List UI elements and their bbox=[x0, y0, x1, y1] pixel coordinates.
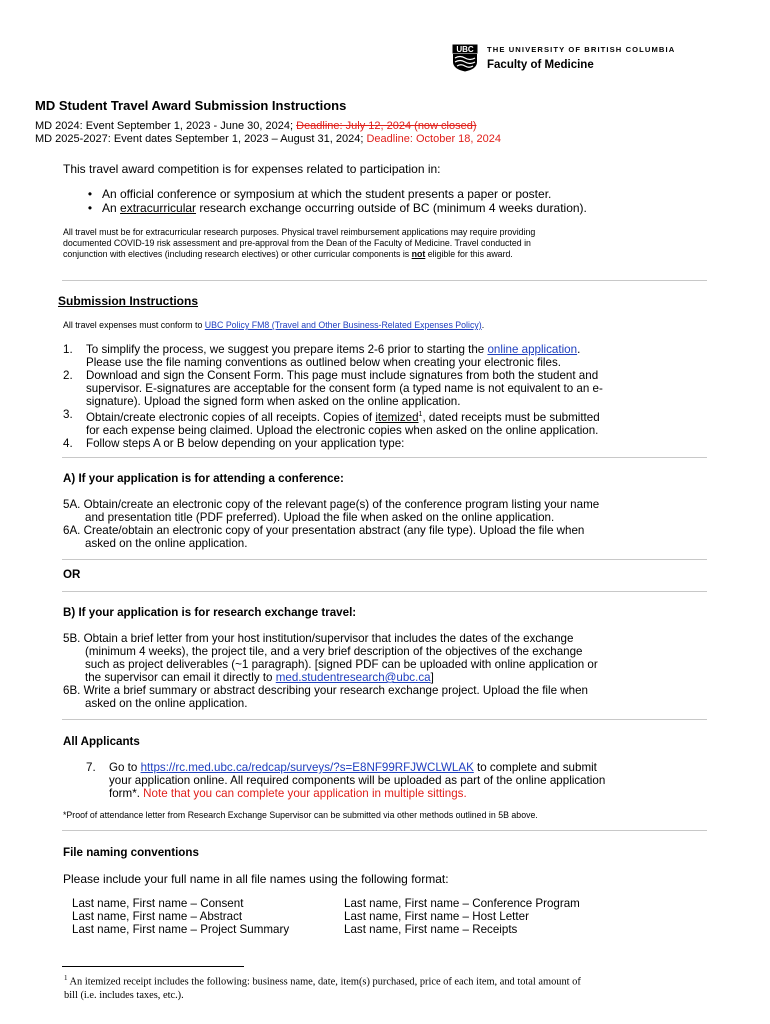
step-2: 2. Download and sign the Consent Form. This page must include signatures from both the student and bbox=[63, 369, 599, 382]
md2024-deadline: Deadline: July 12, 2024 (now closed) bbox=[296, 120, 477, 132]
university-name: THE UNIVERSITY OF BRITISH COLUMBIA bbox=[487, 45, 676, 54]
step-3: 3. Obtain/create electronic copies of all receipts. Copies of itemized$^1$, dated receipts must be submitted bbox=[63, 408, 600, 424]
footnote: $^1$ An itemized receipt includes the following: business name, date, item(s) purchased, price of each item, and total amount of bill (i.e. includes taxes, etc.). bbox=[64, 974, 581, 1002]
online-application-link[interactable]: online application bbox=[487, 343, 578, 356]
step-1: 1. To simplify the process, we suggest you prepare items 2-6 prior to starting the online application. bbox=[63, 343, 581, 356]
section-a-steps: 5A. Obtain/create an electronic copy of the relevant page(s) of the conference program listing your name and presentation title (PDF preferred). Upload the file when asked on the online application. 6A. Create/obtain an electronic copy of your presentation abstract (any file type). Upload the file when asked on the online application. bbox=[63, 498, 600, 550]
step-6b: 6B. Write a brief summary or abstract describing your research exchange project. Upload the file when bbox=[63, 684, 588, 697]
all-applicants-heading: All Applicants bbox=[63, 735, 140, 748]
step-7: 7. Go to https://rc.med.ubc.ca/redcap/surveys/?s=E8NF99RFJWCLWLAK to complete and submit your application online. All required components will be uploaded as part of the online application form*. Note that you can complete your application in multiple sittings. bbox=[86, 761, 606, 800]
divider bbox=[62, 457, 707, 458]
intro-text: This travel award competition is for expenses related to participation in: bbox=[63, 162, 441, 176]
md2025-deadline: Deadline: October 18, 2024 bbox=[366, 133, 502, 145]
faculty-name: Faculty of Medicine bbox=[487, 59, 594, 71]
footnote-ref: 1 bbox=[418, 411, 423, 418]
naming-project-summary: Last name, First name – Project Summary bbox=[72, 923, 290, 936]
step-4: 4. Follow steps A or B below depending on your application type: bbox=[63, 436, 405, 450]
ubc-header bbox=[452, 44, 752, 74]
divider bbox=[62, 559, 707, 560]
md2024-line bbox=[35, 120, 477, 132]
policy-line: All travel expenses must conform to UBC Policy FM8 (Travel and Other Business-Related Expenses Policy). bbox=[63, 320, 485, 330]
md2025-event: MD 2025-2027: Event dates September 1, 2023 – August 31, 2024; bbox=[35, 133, 364, 145]
svg-text:UBC: UBC bbox=[456, 45, 474, 54]
naming-abstract: Last name, First name – Abstract bbox=[72, 910, 243, 923]
section-b-steps: 5B. Obtain a brief letter from your host institution/supervisor that includes the dates of the exchange (minimum 4 weeks), the project tile, and a very brief description of the objectives of the exchange such as project deliverables (~1 paragraph). [signed PDF can be uploaded with online application or the supervisor can email it directly to med.studentresearch@ubc.ca] 6B. Write a brief summary or abstract describing your research exchange project. Upload the file when asked on the online application. bbox=[63, 632, 598, 710]
divider bbox=[62, 280, 707, 281]
steps-list: 1. To simplify the process, we suggest you prepare items 2-6 prior to starting the online application. Please use the file naming conventions as outlined below when creating your electronic files. 2. Download and sign the Consent Form. This page must include signatures from both the student and supervisor. E-signatures are acceptable for the consent form (a typed name is not equivalent to an e- signature). Upload the signed form when asked on the online application. 3. Obtain/create electronic copies of all receipts. Copies of itemized$^1$, dated receipts must be submitted for each expense being claimed. Upload the electronic copies when asked on the online application. 4. Follow steps A or B below depending on your application type: bbox=[63, 343, 603, 450]
page-title: MD Student Travel Award Submission Instructions bbox=[35, 98, 347, 113]
divider bbox=[62, 719, 707, 720]
section-a-heading: A) If your application is for attending a conference: bbox=[63, 472, 344, 485]
bullet-exchange: • An extracurricular research exchange occurring outside of BC (minimum 4 weeks duration). bbox=[78, 201, 587, 215]
naming-right-column bbox=[344, 897, 580, 936]
or-separator: OR bbox=[63, 568, 81, 581]
divider bbox=[62, 591, 707, 592]
naming-host-letter: Last name, First name – Host Letter bbox=[344, 910, 529, 923]
naming-receipts: Last name, First name – Receipts bbox=[344, 923, 518, 936]
step-5a: 5A. Obtain/create an electronic copy of the relevant page(s) of the conference program listing your name bbox=[63, 498, 600, 511]
naming-conference-program: Last name, First name – Conference Program bbox=[344, 897, 580, 910]
file-naming-intro: Please include your full name in all file names using the following format: bbox=[63, 872, 449, 886]
submission-heading: Submission Instructions bbox=[58, 294, 199, 308]
footnote-divider bbox=[62, 966, 244, 967]
bullet-icon: • bbox=[87, 201, 93, 215]
policy-fm8-link[interactable]: UBC Policy FM8 (Travel and Other Business-Related Expenses Policy) bbox=[204, 320, 482, 330]
eligibility-bullets bbox=[78, 187, 587, 215]
md2025-line bbox=[35, 133, 501, 145]
ubc-crest-logo bbox=[452, 44, 478, 72]
step-6a: 6A. Create/obtain an electronic copy of your presentation abstract (any file type). Upload the file when bbox=[63, 524, 585, 537]
bullet-icon: • bbox=[87, 187, 93, 201]
section-b-heading: B) If your application is for research exchange travel: bbox=[63, 606, 357, 619]
multiple-sittings-note: Note that you can complete your application in multiple sittings. bbox=[143, 787, 467, 800]
covid-notice: All travel must be for extracurricular research purposes. Physical travel reimbursement applications may require providing documented COVID-19 risk assessment and pre-approval from the Dean of the Faculty of Medicine. Travel conducted in conjunction with electives (including research electives) or other curricular components is not eligible for this award. bbox=[63, 227, 536, 259]
naming-consent: Last name, First name – Consent bbox=[72, 897, 244, 910]
research-email-link[interactable]: med.studentresearch@ubc.ca bbox=[275, 671, 431, 684]
redcap-survey-link[interactable]: https://rc.med.ubc.ca/redcap/surveys/?s=E8NF99RFJWCLWLAK bbox=[140, 761, 474, 774]
md2024-event: MD 2024: Event September 1, 2023 - June 30, 2024; bbox=[35, 120, 294, 132]
bullet-conference: • An official conference or symposium at which the student presents a paper or poster. bbox=[78, 187, 587, 201]
proof-note: *Proof of attendance letter from Research Exchange Supervisor can be submitted via other methods outlined in 5B above. bbox=[63, 810, 538, 820]
step-5b: 5B. Obtain a brief letter from your host institution/supervisor that includes the dates of the exchange bbox=[63, 632, 574, 645]
naming-left-column bbox=[72, 897, 289, 936]
divider bbox=[62, 830, 707, 831]
file-naming-heading: File naming conventions bbox=[63, 846, 199, 859]
